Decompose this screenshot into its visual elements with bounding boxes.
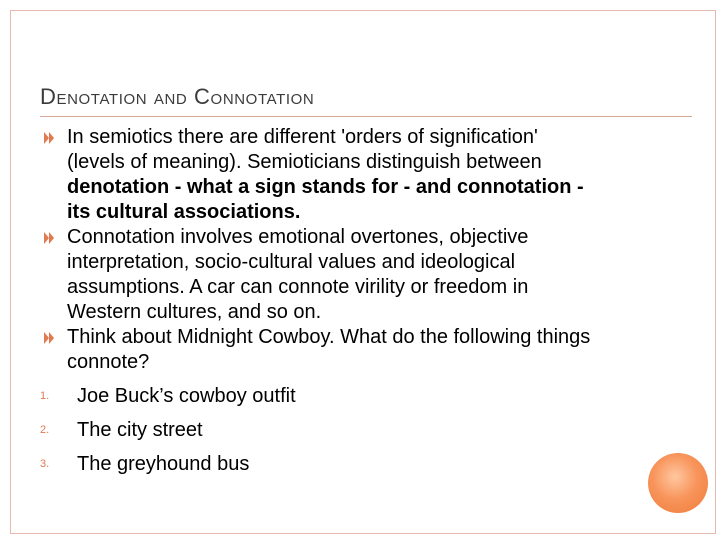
numbered-item <box>40 418 600 443</box>
bullet-item <box>40 225 600 325</box>
title-divider <box>40 116 692 117</box>
decorative-orb <box>648 453 708 513</box>
list-text: Joe Buck’s cowboy outfit <box>77 385 296 407</box>
slide-body <box>40 125 600 477</box>
numbered-item <box>40 452 600 477</box>
list-text: The city street <box>77 419 203 441</box>
diamond-bullet-icon <box>42 127 56 148</box>
bullet-item <box>40 125 600 225</box>
list-text: The greyhound bus <box>77 453 250 475</box>
bullet-text-bold: denotation - what a sign stands for - and connotation - its cultural associations. <box>67 176 584 223</box>
diamond-bullet-icon <box>42 327 56 348</box>
bullet-text: Connotation involves emotional overtones, objective interpretation, socio-cultural values and ideological assumptions. A car can connote virility or freedom in Western cultures, and so on. <box>67 226 529 323</box>
bullet-text: Think about Midnight Cowboy. What do the following things connote? <box>67 326 591 373</box>
list-number: 1. <box>40 390 50 402</box>
bullet-item <box>40 325 600 375</box>
numbered-item <box>40 384 600 409</box>
list-number: 2. <box>40 424 50 436</box>
bullet-text: In semiotics there are different 'orders of signification' (levels of meaning). Semioticians distinguish between <box>67 126 542 173</box>
diamond-bullet-icon <box>42 227 56 248</box>
list-number: 3. <box>40 458 50 470</box>
slide-title: Denotation and Connotation <box>40 84 315 109</box>
